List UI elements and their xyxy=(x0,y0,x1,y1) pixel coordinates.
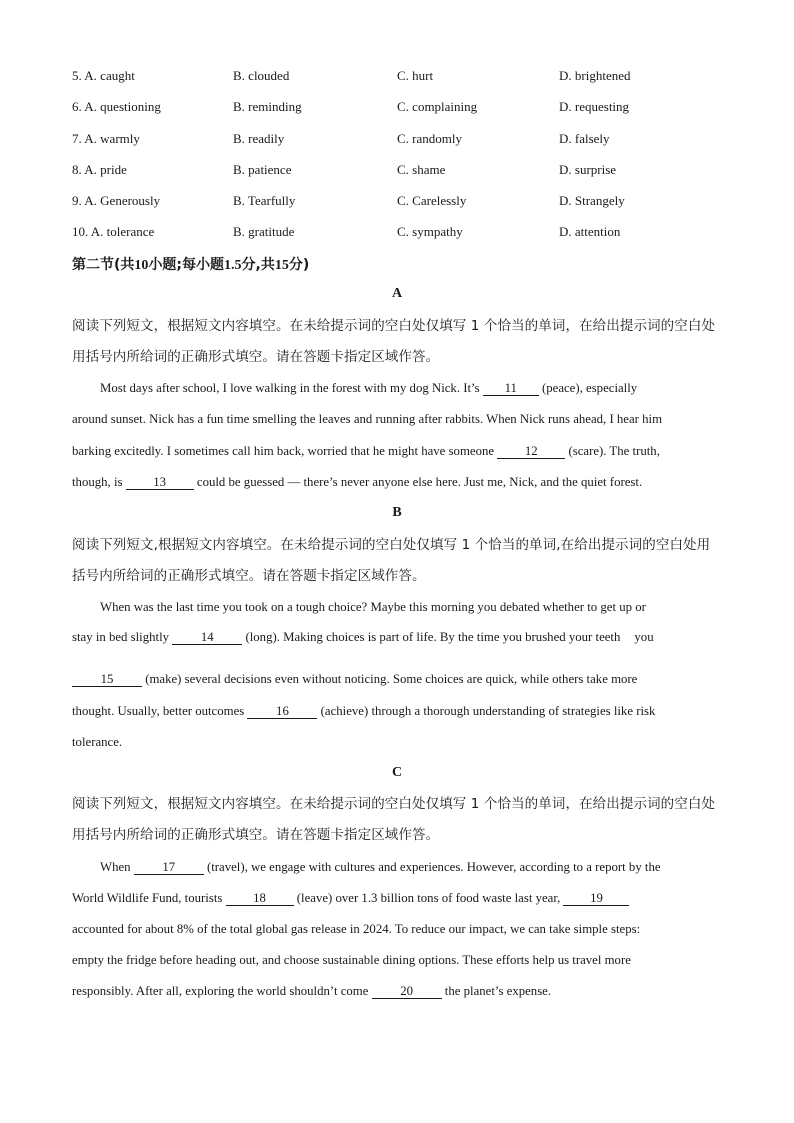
passage-a-line-1 xyxy=(100,378,637,398)
text-segment: When xyxy=(100,860,134,874)
option-c: C. randomly xyxy=(397,131,462,146)
option-row-8 xyxy=(72,159,732,181)
passage-c-heading: C xyxy=(391,765,403,780)
text-segment: the planet’s expense. xyxy=(441,984,552,998)
text-segment: (achieve) through a thorough understanding of strategies like risk xyxy=(317,704,656,718)
passage-b-line-2 xyxy=(72,627,654,647)
text-segment: (scare). The truth, xyxy=(565,444,660,458)
passage-c-line-2 xyxy=(72,888,629,908)
option-row-9 xyxy=(72,190,732,212)
option-b: B. patience xyxy=(233,162,292,177)
option-d: D. attention xyxy=(559,224,621,239)
passage-b-line-4 xyxy=(72,701,655,721)
text-segment: (make) several decisions even without noticing. Some choices are quick, while others take more xyxy=(142,672,638,686)
blank-13[interactable]: 13 xyxy=(126,475,194,490)
blank-11[interactable]: 11 xyxy=(483,381,539,396)
option-c: C. sympathy xyxy=(397,224,463,239)
option-c: C. shame xyxy=(397,162,446,177)
text-segment: (leave) over 1.3 billion tons of food waste last year, xyxy=(293,891,564,905)
passage-c-instruction: 阅读下列短文，根据短文内容填空。在未给提示词的空白处仅填写 1 个恰当的单词，在给出提示词的空白处用括号内所给词的正确形式填空。请在答题卡指定区域作答。 xyxy=(72,796,716,843)
option-c: C. complaining xyxy=(397,99,478,114)
text-segment: (travel), we engage with cultures and experiences. However, according to a report by the xyxy=(203,860,661,874)
option-b: B. readily xyxy=(233,131,285,146)
passage-b-line-5: tolerance. xyxy=(72,735,123,749)
option-row-6 xyxy=(72,96,732,118)
option-a: 5. A. caught xyxy=(72,68,135,83)
section-points-total: 15 xyxy=(274,258,289,273)
text-segment: (peace), especially xyxy=(538,381,638,395)
option-a: 7. A. warmly xyxy=(72,131,140,146)
section-title-mid1: 小题;每小题 xyxy=(148,257,225,273)
passage-a-line-3 xyxy=(72,441,660,461)
passage-c-line-5 xyxy=(72,981,551,1001)
text-segment: barking excitedly. I sometimes call him back, worried that he might have someone xyxy=(72,444,498,458)
passage-c-line-4: empty the fridge before heading out, and choose sustainable dining options. These efforts help us travel more xyxy=(72,953,631,967)
passage-b-line-1: When was the last time you took on a tough choice? Maybe this morning you debated whether to get up or xyxy=(100,600,646,614)
option-d: D. requesting xyxy=(559,99,630,114)
passage-a-instruction: 阅读下列短文，根据短文内容填空。在未给提示词的空白处仅填写 1 个恰当的单词，在给出提示词的空白处用括号内所给词的正确形式填空。请在答题卡指定区域作答。 xyxy=(72,318,716,365)
option-a: 9. A. Generously xyxy=(72,193,161,208)
passage-b-heading: B xyxy=(392,505,402,520)
text-segment: stay in bed slightly xyxy=(72,630,173,644)
text-segment: though, is xyxy=(72,475,126,489)
option-row-10 xyxy=(72,221,732,243)
option-a: 10. A. tolerance xyxy=(72,224,155,239)
section-title-suffix: 分) xyxy=(288,257,310,273)
option-b: B. reminding xyxy=(233,99,302,114)
blank-15[interactable]: 15 xyxy=(72,672,142,687)
passage-a-line-4 xyxy=(72,472,642,492)
option-d: D. Strangely xyxy=(559,193,625,208)
option-row-5 xyxy=(72,65,732,87)
option-c: C. hurt xyxy=(397,68,434,83)
section-title-mid2: 分,共 xyxy=(241,257,275,273)
text-segment: Most days after school, I love walking in the forest with my dog Nick. It’s xyxy=(100,381,483,395)
passage-a-line-2: around sunset. Nick has a fun time smelling the leaves and running after rabbits. When Nick runs ahead, I hear him xyxy=(72,412,663,426)
option-d: D. brightened xyxy=(559,68,631,83)
passage-b-instruction: 阅读下列短文,根据短文内容填空。在未给提示词的空白处仅填写 1 个恰当的单词,在给出提示词的空白处用括号内所给词的正确形式填空。请在答题卡指定区域作答。 xyxy=(72,537,711,584)
text-segment: you xyxy=(634,630,654,644)
option-d: D. surprise xyxy=(559,162,617,177)
option-c: C. Carelessly xyxy=(397,193,467,208)
text-segment: thought. Usually, better outcomes xyxy=(72,704,248,718)
text-segment: World Wildlife Fund, tourists xyxy=(72,891,226,905)
section-question-count: 10 xyxy=(134,258,149,273)
blank-12[interactable]: 12 xyxy=(497,444,565,459)
option-b: B. gratitude xyxy=(233,224,295,239)
passage-c-line-3: accounted for about 8% of the total global gas release in 2024. To reduce our impact, we can take simple steps: xyxy=(72,922,641,936)
section-title xyxy=(72,254,309,274)
passage-a-heading: A xyxy=(391,286,403,301)
blank-19[interactable]: 19 xyxy=(563,891,629,906)
text-segment: could be guessed — there’s never anyone else here. Just me, Nick, and the quiet forest. xyxy=(193,475,643,489)
section-points-each: 1.5 xyxy=(224,258,242,273)
text-segment: responsibly. After all, exploring the world shouldn’t come xyxy=(72,984,372,998)
blank-14[interactable]: 14 xyxy=(172,630,242,645)
blank-18[interactable]: 18 xyxy=(226,891,294,906)
blank-20[interactable]: 20 xyxy=(372,984,442,999)
option-d: D. falsely xyxy=(559,131,610,146)
option-a: 6. A. questioning xyxy=(72,99,161,114)
blank-17[interactable]: 17 xyxy=(134,860,204,875)
text-segment: (long). Making choices is part of life. By the time you brushed your teeth xyxy=(242,630,621,644)
passage-c-line-1 xyxy=(100,857,661,877)
blank-16[interactable]: 16 xyxy=(247,704,317,719)
option-b: B. clouded xyxy=(233,68,290,83)
passage-b-line-3 xyxy=(72,669,637,689)
section-title-prefix: 第二节(共 xyxy=(72,257,135,273)
option-a: 8. A. pride xyxy=(72,162,127,177)
option-b: B. Tearfully xyxy=(233,193,296,208)
option-row-7 xyxy=(72,128,732,150)
